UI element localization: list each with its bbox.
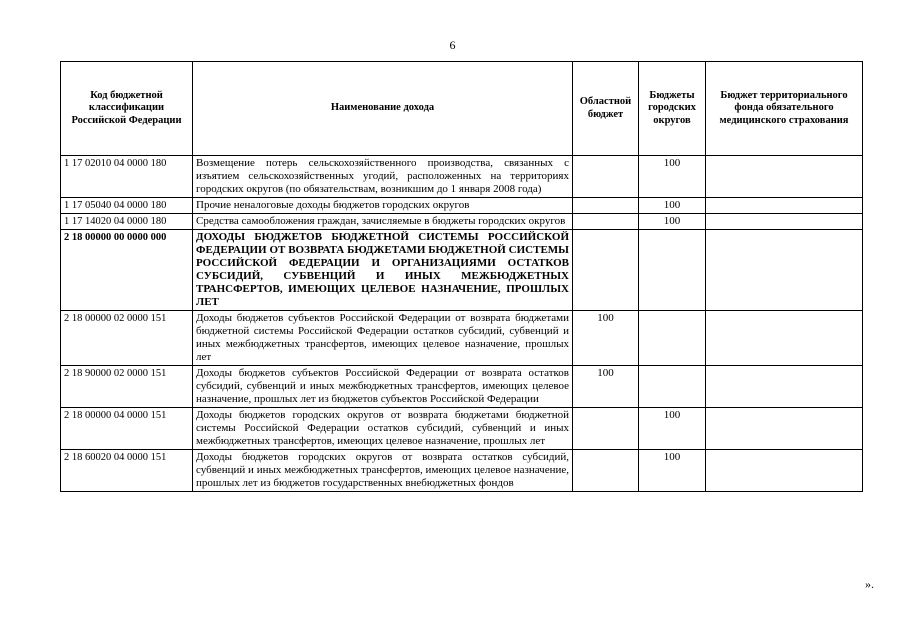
row-regional-value: [573, 450, 639, 492]
table-header-row: [61, 62, 863, 156]
row-regional-value: 100: [573, 366, 639, 408]
row-regional-value: [573, 408, 639, 450]
row-fund-value: [706, 230, 863, 311]
row-city-value: [639, 366, 706, 408]
row-city-value: 100: [639, 214, 706, 230]
header-name: Наименование дохода: [193, 62, 573, 156]
row-name: Доходы бюджетов городских округов от возврата бюджетами бюджетной системы Российской Федерации остатков субсидий, субвенций и иных межбюджетных трансфертов, имеющих целевое назначение, прошлых лет: [193, 408, 573, 450]
row-code: 1 17 14020 04 0000 180: [61, 214, 193, 230]
row-name: Доходы бюджетов субъектов Российской Федерации от возврата остатков субсидий, субвенций и иных межбюджетных трансфертов, имеющих целевое назначение, прошлых лет из бюджетов субъектов Российской Федерации: [193, 366, 573, 408]
table-row: [61, 408, 863, 450]
row-name: Средства самообложения граждан, зачисляемые в бюджеты городских округов: [193, 214, 573, 230]
row-fund-value: [706, 408, 863, 450]
page-number: 6: [449, 38, 456, 52]
table-row: [61, 450, 863, 492]
row-code: 2 18 00000 04 0000 151: [61, 408, 193, 450]
row-fund-value: [706, 198, 863, 214]
row-city-value: 100: [639, 450, 706, 492]
row-name: ДОХОДЫ БЮДЖЕТОВ БЮДЖЕТНОЙ СИСТЕМЫ РОССИЙСКОЙ ФЕДЕРАЦИИ ОТ ВОЗВРАТА БЮДЖЕТАМИ БЮДЖЕТНОЙ СИСТЕМЫ РОССИЙСКОЙ ФЕДЕРАЦИИ И ОРГАНИЗАЦИЯМИ ОСТАТКОВ СУБСИДИЙ, СУБВЕНЦИЙ И ИНЫХ МЕЖБЮДЖЕТНЫХ ТРАНСФЕРТОВ, ИМЕЮЩИХ ЦЕЛЕВОЕ НАЗНАЧЕНИЕ, ПРОШЛЫХ ЛЕТ: [193, 230, 573, 311]
row-fund-value: [706, 366, 863, 408]
header-code: Код бюджетной классификации Российской Федерации: [61, 62, 193, 156]
row-code: 2 18 00000 00 0000 000: [61, 230, 193, 311]
row-city-value: 100: [639, 156, 706, 198]
row-name: Доходы бюджетов субъектов Российской Федерации от возврата бюджетами бюджетной системы Российской Федерации остатков субсидий, субвенций и иных межбюджетных трансфертов, имеющих целевое назначение, прошлых лет: [193, 311, 573, 366]
row-code: 2 18 90000 02 0000 151: [61, 366, 193, 408]
header-city-budgets: Бюджеты городских округов: [639, 62, 706, 156]
row-city-value: 100: [639, 198, 706, 214]
row-code: 2 18 60020 04 0000 151: [61, 450, 193, 492]
table-row: [61, 198, 863, 214]
table-row: [61, 156, 863, 198]
row-regional-value: [573, 214, 639, 230]
header-medical-insurance-fund: Бюджет территориального фонда обязательного медицинского страхования: [706, 62, 863, 156]
header-regional-budget: Областной бюджет: [573, 62, 639, 156]
row-regional-value: [573, 230, 639, 311]
row-fund-value: [706, 156, 863, 198]
row-fund-value: [706, 311, 863, 366]
row-fund-value: [706, 214, 863, 230]
row-city-value: 100: [639, 408, 706, 450]
table-row: [61, 214, 863, 230]
row-code: 1 17 05040 04 0000 180: [61, 198, 193, 214]
row-name: Возмещение потерь сельскохозяйственного производства, связанных с изъятием сельскохозяйственных угодий, расположенных на территориях городских округов (по обязательствам, возникшим до 1 января 2008 года): [193, 156, 573, 198]
row-city-value: [639, 230, 706, 311]
table-row: [61, 366, 863, 408]
row-fund-value: [706, 450, 863, 492]
row-regional-value: [573, 198, 639, 214]
row-code: 2 18 00000 02 0000 151: [61, 311, 193, 366]
row-regional-value: [573, 156, 639, 198]
table-row: [61, 230, 863, 311]
closing-quote: ».: [865, 577, 874, 591]
row-name: Прочие неналоговые доходы бюджетов городских округов: [193, 198, 573, 214]
row-code: 1 17 02010 04 0000 180: [61, 156, 193, 198]
row-city-value: [639, 311, 706, 366]
revenue-classification-table: [60, 61, 863, 492]
row-regional-value: 100: [573, 311, 639, 366]
table-row: [61, 311, 863, 366]
row-name: Доходы бюджетов городских округов от возврата остатков субсидий, субвенций и иных межбюджетных трансфертов, имеющих целевое назначение, прошлых лет из бюджетов государственных внебюджетных фондов: [193, 450, 573, 492]
